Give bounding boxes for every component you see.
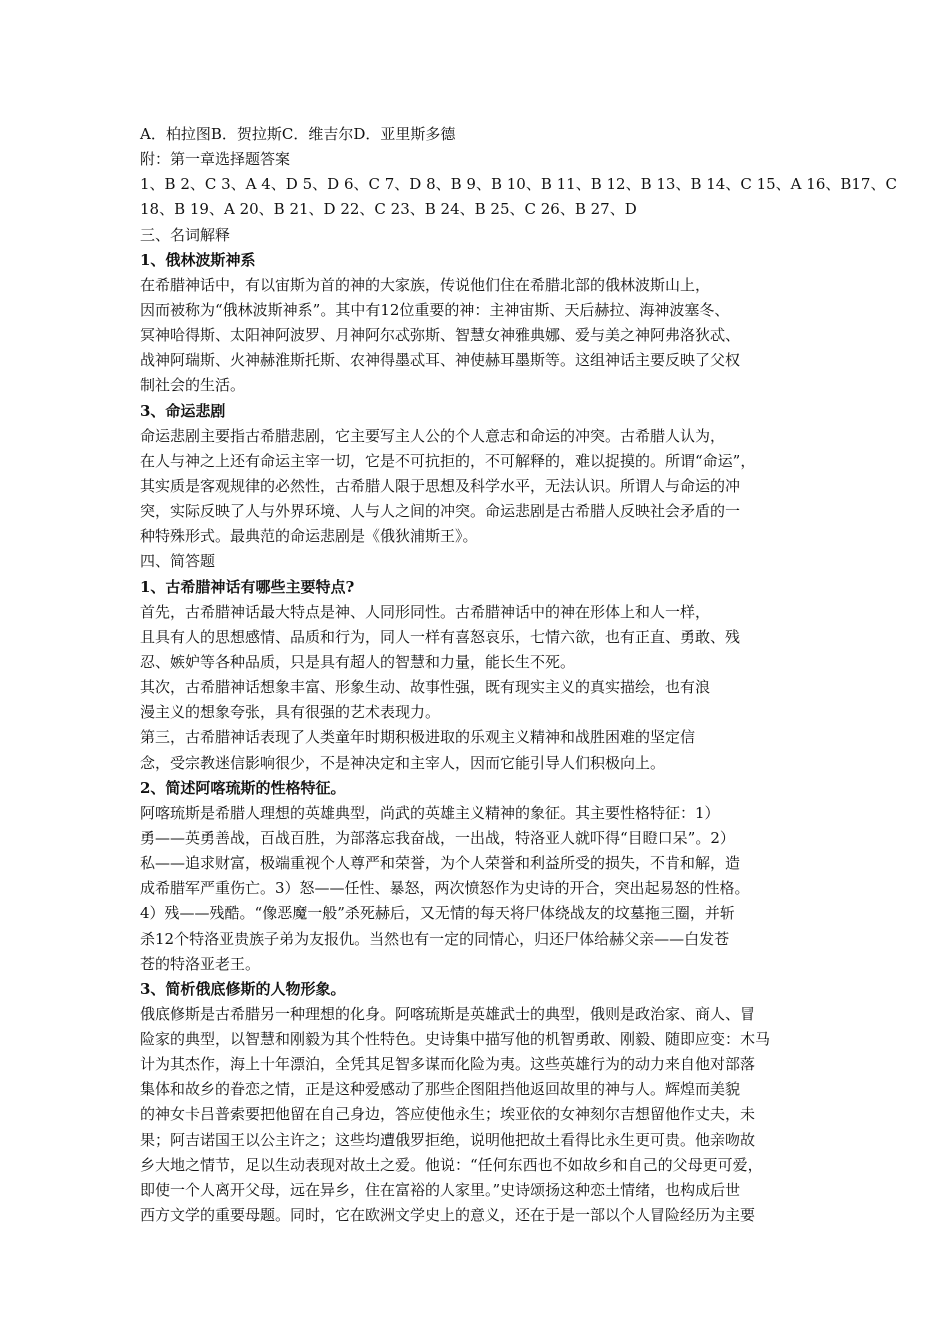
text-line: 的神女卡吕普索要把他留在自己身边，答应使他永生；埃亚依的女神刻尔吉想留他作丈夫，未	[140, 1105, 756, 1124]
text-line: 1、B 2、C 3、A 4、D 5、D 6、C 7、D 8、B 9、B 10、B 11、B 12、B 13、B 14、C 15、A 16、B17、C	[140, 175, 897, 194]
text-line: 俄底修斯是古希腊另一种理想的化身。阿喀琉斯是英雄武士的典型，俄则是政治家、商人、冒	[140, 1004, 756, 1023]
text-line: 漫主义的想象夸张，具有很强的艺术表现力。	[140, 703, 441, 722]
text-line: 种特殊形式。最典范的命运悲剧是《俄狄浦斯王》。	[140, 527, 478, 546]
text-line: 冥神哈得斯、太阳神阿波罗、月神阿尔忒弥斯、智慧女神雅典娜、爱与美之神阿弗洛狄忒、	[140, 326, 741, 345]
text-line: 首先，古希腊神话最大特点是神、人同形同性。古希腊神话中的神在形体上和人一样，	[140, 602, 711, 621]
text-line: 计为其杰作，海上十年漂泊，全凭其足智多谋而化险为夷。这些英雄行为的动力来自他对部落	[140, 1055, 756, 1074]
section-heading: 1、古希腊神话有哪些主要特点?	[140, 577, 355, 596]
text-line: 杀12个特洛亚贵族子弟为友报仇。当然也有一定的同情心，归还尸体给赫父亲——白发苍	[140, 929, 730, 948]
text-line: 念，受宗教迷信影响很少，不是神决定和主宰人，因而它能引导人们积极向上。	[140, 753, 666, 772]
text-line: 4）残——残酷。“像恶魔一般”杀死赫后，又无情的每天将尸体绕战友的坟墓拖三圈，并斩	[140, 904, 735, 923]
section-heading: 3、命运悲剧	[140, 401, 226, 420]
text-line: 命运悲剧主要指古希腊悲剧，它主要写主人公的个人意志和命运的冲突。古希腊人认为，	[140, 426, 726, 445]
text-line: 因而被称为“俄林波斯神系”。其中有12位重要的神：主神宙斯、天后赫拉、海神波塞冬、	[140, 300, 730, 319]
text-line: 在希腊神话中，有以宙斯为首的神的大家族，传说他们住在希腊北部的俄林波斯山上，	[140, 275, 711, 294]
text-line: 勇——英勇善战，百战百胜，为部落忘我奋战，一出战，特洛亚人就吓得“目瞪口呆”。2）	[140, 828, 735, 847]
text-line: 18、B 19、A 20、B 21、D 22、C 23、B 24、B 25、C 26、B 27、D	[140, 200, 637, 219]
text-line: 突，实际反映了人与外界环境、人与人之间的冲突。命运悲剧是古希腊人反映社会矛盾的一	[140, 502, 741, 521]
text-line: 即使一个人离开父母，远在异乡，住在富裕的人家里。”史诗颂扬这种恋土情绪，也构成后世	[140, 1180, 741, 1199]
text-line: 西方文学的重要母题。同时，它在欧洲文学史上的意义，还在于是一部以个人冒险经历为主要	[140, 1206, 756, 1225]
text-line: 险家的典型，以智慧和刚毅为其个性特色。史诗集中描写他的机智勇敢、刚毅、随即应变：木马	[140, 1030, 771, 1049]
text-line: 成希腊军严重伤亡。3）怒——任性、暴怒，两次愤怒作为史诗的开合，突出起易怒的性格。	[140, 879, 750, 898]
text-line: 乡大地之情节，足以生动表现对故土之爱。他说：“任何东西也不如故乡和自己的父母更可爱，	[140, 1155, 763, 1174]
section-heading: 3、简析俄底修斯的人物形象。	[140, 979, 346, 998]
text-line: 制社会的生活。	[140, 376, 246, 395]
text-line: 三、名词解释	[140, 225, 231, 244]
document-page	[140, 122, 897, 1228]
text-line: 果；阿吉诺国王以公主许之；这些均遭俄罗拒绝，说明他把故土看得比永生更可贵。他亲吻故	[140, 1130, 756, 1149]
text-line: 忍、嫉妒等各种品质，只是具有超人的智慧和力量，能长生不死。	[140, 652, 576, 671]
text-line: 战神阿瑞斯、火神赫淮斯托斯、农神得墨忒耳、神使赫耳墨斯等。这组神话主要反映了父权	[140, 351, 741, 370]
text-line: 苍的特洛亚老王。	[140, 954, 261, 973]
text-line: 阿喀琉斯是希腊人理想的英雄典型，尚武的英雄主义精神的象征。其主要性格特征：1）	[140, 803, 720, 822]
text-line: 私——追求财富，极端重视个人尊严和荣誉，为个人荣誉和利益所受的损失，不肯和解，造	[140, 854, 741, 873]
section-heading: 1、俄林波斯神系	[140, 250, 256, 269]
text-line: 其实质是客观规律的必然性，古希腊人限于思想及科学水平，无法认识。所谓人与命运的冲	[140, 476, 741, 495]
text-line: 第三，古希腊神话表现了人类童年时期积极进取的乐观主义精神和战胜困难的坚定信	[140, 728, 696, 747]
text-line: 四、简答题	[140, 552, 216, 571]
text-line: 集体和故乡的眷恋之情，正是这种爱感动了那些企图阻挡他返回故里的神与人。辉煌而美貌	[140, 1080, 741, 1099]
text-line: A．柏拉图B．贺拉斯C．维吉尔D．亚里斯多德	[140, 125, 456, 143]
text-line: 附：第一章选择题答案	[140, 150, 291, 169]
text-line: 且具有人的思想感情、品质和行为，同人一样有喜怒哀乐，七情六欲，也有正直、勇敢、残	[140, 627, 741, 646]
text-line: 在人与神之上还有命运主宰一切，它是不可抗拒的，不可解释的，难以捉摸的。所谓“命运”，	[140, 451, 756, 470]
text-line: 其次，古希腊神话想象丰富、形象生动、故事性强，既有现实主义的真实描绘，也有浪	[140, 678, 711, 697]
section-heading: 2、简述阿喀琉斯的性格特征。	[140, 778, 346, 797]
